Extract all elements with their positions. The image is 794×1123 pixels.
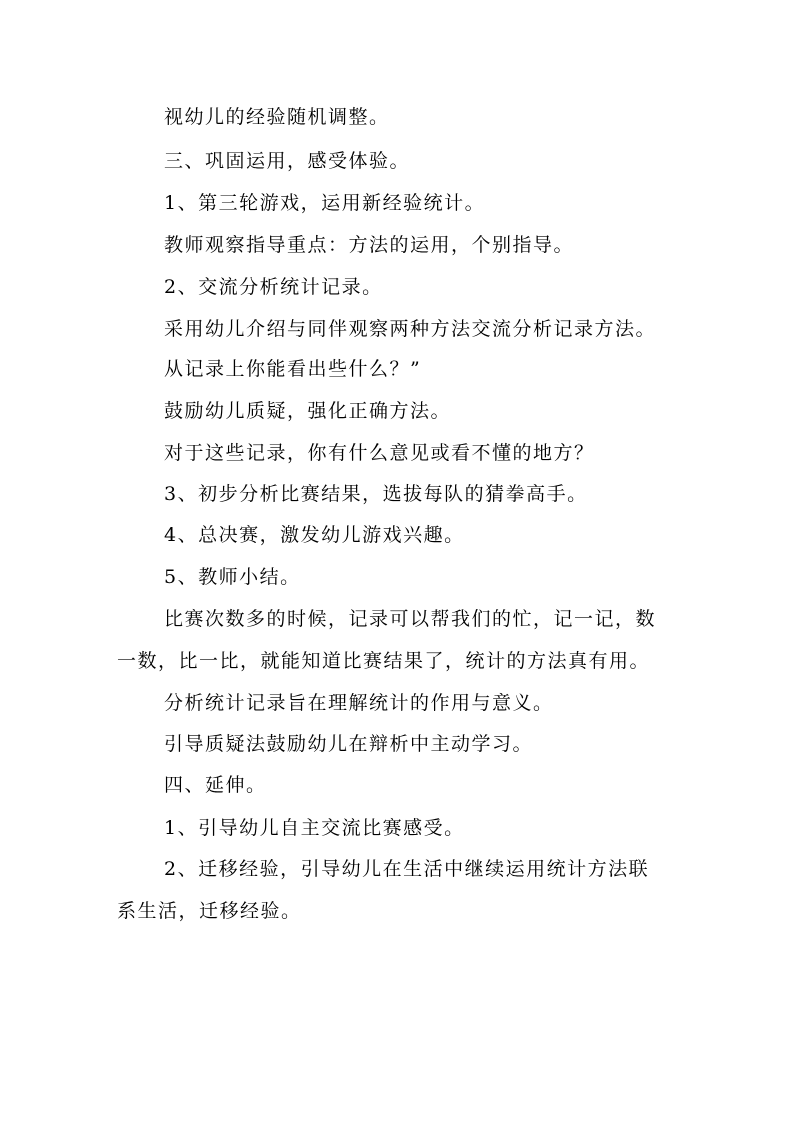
section-heading: 四、延伸。 [164, 774, 267, 796]
paragraph-line: 视幼儿的经验随机调整。 [164, 106, 390, 128]
paragraph-line: 4、总决赛，激发幼儿游戏兴趣。 [164, 524, 465, 546]
paragraph-line: 1、第三轮游戏，运用新经验统计。 [164, 192, 486, 214]
paragraph-line: 系生活，迁移经验。 [117, 900, 302, 922]
paragraph-line: 一数，比一比，就能知道比赛结果了，统计的方法真有用。 [117, 650, 651, 672]
paragraph-line: 2、交流分析统计记录。 [164, 276, 383, 298]
paragraph-line: 分析统计记录旨在理解统计的作用与意义。 [164, 692, 554, 714]
paragraph-line: 鼓励幼儿质疑，强化正确方法。 [164, 400, 452, 422]
paragraph-line: 5、教师小结。 [164, 566, 301, 588]
paragraph-line: 1、引导幼儿自主交流比赛感受。 [164, 817, 465, 839]
paragraph-line: 对于这些记录，你有什么意见或看不懂的地方？ [164, 442, 595, 464]
paragraph-line: 3、初步分析比赛结果，选拔每队的猜拳高手。 [164, 483, 588, 505]
paragraph-line: 比赛次数多的时候，记录可以帮我们的忙，记一记，数 [164, 608, 657, 630]
paragraph-line: 从记录上你能看出些什么？” [164, 358, 422, 380]
paragraph-line: 2、迁移经验，引导幼儿在生活中继续运用统计方法联 [164, 858, 650, 880]
paragraph-line: 引导质疑法鼓励幼儿在辩析中主动学习。 [164, 733, 534, 755]
paragraph-line: 采用幼儿介绍与同伴观察两种方法交流分析记录方法。 [164, 318, 657, 340]
section-heading: 三、巩固运用，感受体验。 [164, 150, 411, 172]
paragraph-line: 教师观察指导重点：方法的运用，个别指导。 [164, 234, 575, 256]
